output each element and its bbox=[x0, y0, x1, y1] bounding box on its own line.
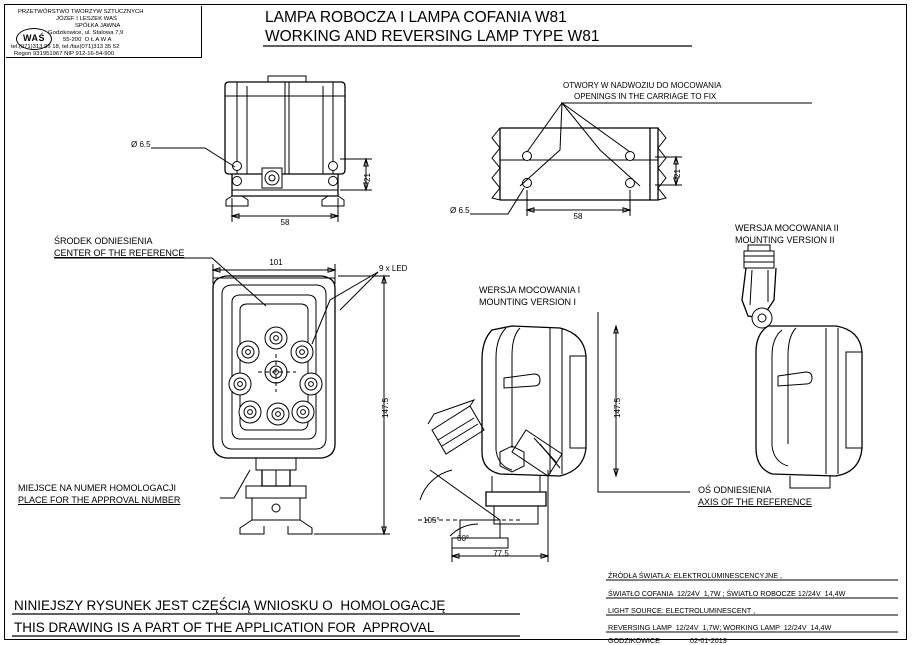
dimension-angle-60: 60° bbox=[457, 534, 470, 543]
drawing-title-en: WORKING AND REVERSING LAMP TYPE W81 bbox=[265, 28, 600, 45]
label-approval-place-pl: MIEJSCE NA NUMER HOMOLOGACJI bbox=[18, 483, 177, 493]
dimension-height-147-left: 147.5 bbox=[381, 397, 390, 418]
dimension-angle-105: 105° bbox=[423, 516, 440, 525]
logo-text: WAŚ bbox=[23, 33, 46, 43]
label-mounting2-en: MOUNTING VERSION II bbox=[735, 235, 835, 245]
label-mounting2-pl: WERSJA MOCOWANIA II bbox=[735, 223, 839, 233]
dimension-width-775: 77.5 bbox=[493, 549, 509, 558]
note-source-en-1: LIGHT SOURCE: ELECTROLUMINESCENT , bbox=[608, 606, 756, 615]
dimension-width-58-mid: 58 bbox=[573, 212, 583, 221]
company-line-7: Regon 931951967 NIP 912-16-54-900 bbox=[14, 51, 115, 57]
label-approval-place-en: PLACE FOR THE APPROVAL NUMBER bbox=[18, 495, 181, 505]
dimension-height-147-mid: 147.5 bbox=[613, 397, 622, 418]
note-place: GODZIKOWICE bbox=[608, 636, 660, 645]
dimension-diameter-mid: Ø 6.5 bbox=[450, 206, 470, 215]
label-openings-en: OPENINGS IN THE CARRIAGE TO FIX bbox=[574, 92, 717, 101]
label-reference-center-pl: ŚRODEK ODNIESIENIA bbox=[54, 236, 153, 246]
dimension-diameter-top: Ø 6.5 bbox=[131, 140, 151, 149]
label-openings-pl: OTWORY W NADWOZIU DO MOCOWANIA bbox=[563, 81, 722, 90]
label-reference-center-en: CENTER OF THE REFERENCE bbox=[54, 248, 185, 258]
dimension-width-58-top: 58 bbox=[280, 218, 290, 227]
company-line-6: tel.(071)313 95 18, tel./fax(071)313 35 52 bbox=[11, 44, 120, 50]
note-source-pl-1: ŹRÓDŁA ŚWIATŁA: ELEKTROLUMINESCENCYJNE , bbox=[608, 571, 782, 580]
label-axis-en: AXIS OF THE REFERENCE bbox=[698, 497, 812, 507]
label-mounting1-en: MOUNTING VERSION I bbox=[479, 297, 577, 307]
note-source-en-2: REVERSING LAMP 12/24V 1,7W; WORKING LAMP 12/24V 14,4W bbox=[608, 623, 832, 632]
label-led-count: 9 x LED bbox=[379, 264, 408, 273]
note-source-pl-2: ŚWIATŁO COFANIA 12/24V 1,7W ; ŚWIATŁO ROBOCZE 12/24V 14,4W bbox=[608, 589, 846, 598]
company-line-3: SPÓŁKA JAWNA bbox=[75, 23, 121, 29]
label-mounting1-pl: WERSJA MOCOWANIA I bbox=[479, 285, 581, 295]
dimension-height-21-mid: 21 bbox=[673, 169, 682, 178]
label-axis-pl: OŚ ODNIESIENIA bbox=[698, 485, 772, 495]
dimension-width-101: 101 bbox=[269, 258, 283, 267]
drawing-title-pl: LAMPA ROBOCZA I LAMPA COFANIA W81 bbox=[265, 9, 567, 26]
company-line-1: PRZETWÓRSTWO TWORZYW SZTUCZNYCH bbox=[18, 9, 144, 15]
company-line-2: JÓZEF I LESZEK WAŚ bbox=[56, 16, 117, 22]
footer-statement-en: THIS DRAWING IS A PART OF THE APPLICATION FOR APPROVAL bbox=[14, 620, 435, 635]
company-line-5: 55-200 O Ł A W A bbox=[63, 37, 112, 43]
company-line-4: Godzikowice, ul. Stalowa 7,9 bbox=[48, 30, 124, 36]
footer-statement-pl: NINIEJSZY RYSUNEK JEST CZĘŚCIĄ WNIOSKU O HOMOLOGACJĘ bbox=[14, 598, 446, 613]
dimension-height-21-top: 21 bbox=[363, 173, 372, 182]
note-date: 02-01-2013 bbox=[690, 636, 727, 645]
